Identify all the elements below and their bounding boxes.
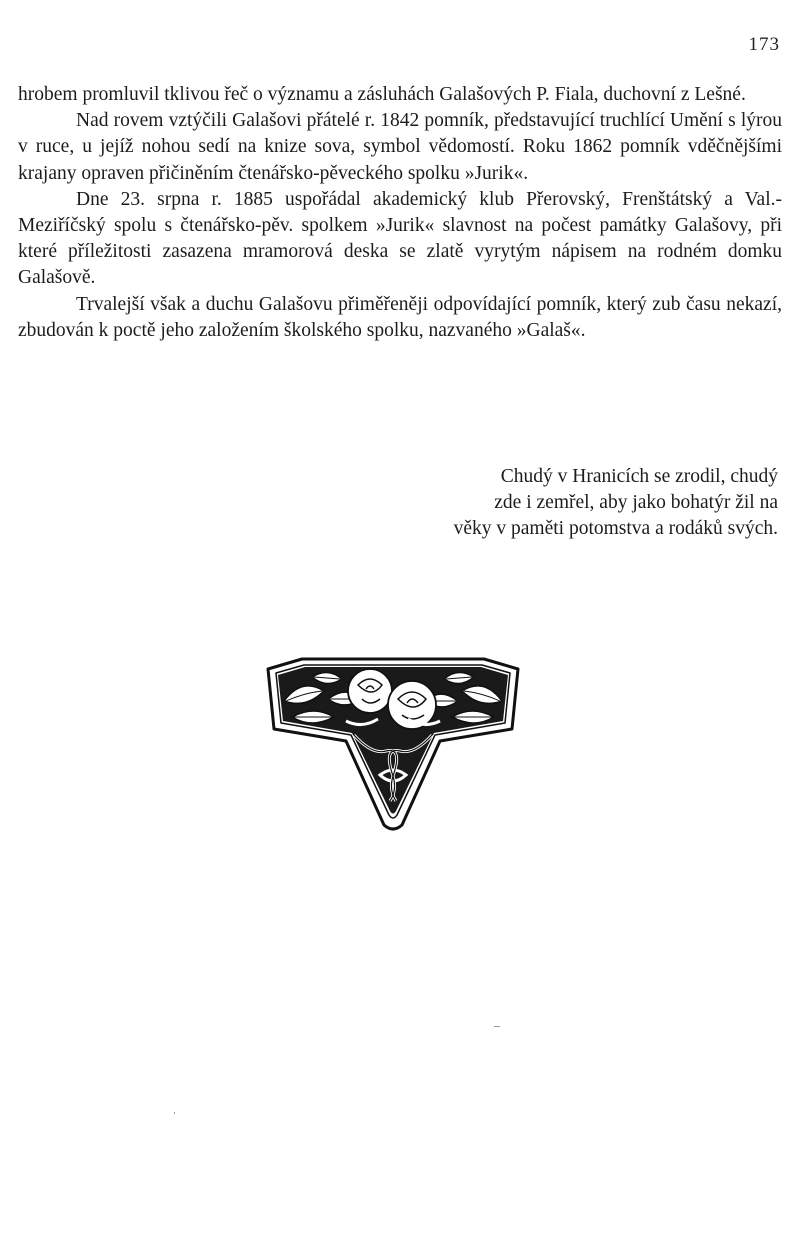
verse-line-3: věky v paměti potomstva a rodáků svých.	[453, 518, 778, 540]
paragraph-1: hrobem promluvil tklivou řeč o významu a zásluhách Galašových P. Fiala, duchovní z Lešné.	[18, 84, 746, 105]
page-number: 173	[748, 34, 780, 55]
paragraph-3: Dne 23. srpna r. 1885 uspořádal akademický klub Přerovský, Frenštátský a Val.-Meziříčský spolu s čtenářsko-pěv. spolkem »Jurik« slavnost na počest památky Galašovy, při které příležitosti zasazena mramorová deska se zlatě vyrytým nápisem na rodném domku Galašově.	[18, 188, 782, 289]
paragraph-2: Nad rovem vztýčili Galašovi přátelé r. 1842 pomník, představující truchlící Umění s lýrou v ruce, u jejíž nohou sedí na knize sova, symbol vědomostí. Roku 1862 pomník vděčnějšími krajany opraven přičiněním čtenářsko-pěveckého spolku »Jurik«.	[18, 110, 782, 184]
rose-vignette-icon	[262, 655, 524, 833]
paragraph-4: Trvalejší však a duchu Galašovu přiměřeněji odpovídající pomník, který zub času nekazí, zbudován k poctě jeho založením školského spolku, nazvaného »Galaš«.	[18, 293, 782, 341]
main-text	[18, 82, 782, 344]
scan-speck	[174, 1112, 175, 1114]
verse-line-2: zde i zemřel, aby jako bohatýr žil na	[494, 492, 778, 514]
scan-speck	[494, 1026, 500, 1027]
verse-line-1: Chudý v Hranicích se zrodil, chudý	[500, 466, 778, 487]
closing-verse	[338, 464, 778, 543]
